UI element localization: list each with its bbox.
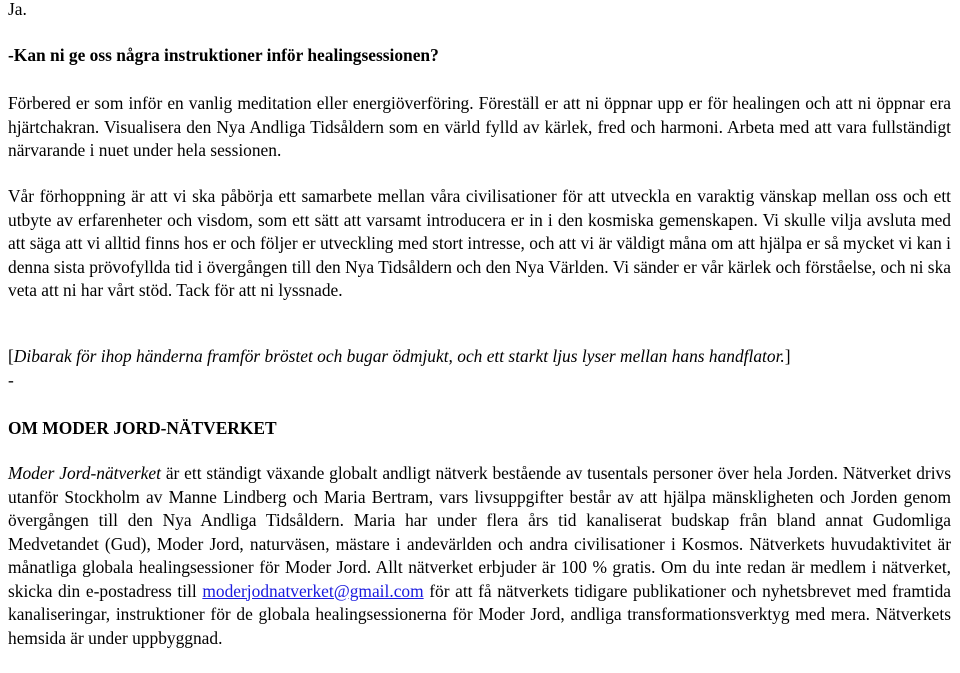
network-text-end: för att få nätverkets tidigare publikationer och nyhetsbrevet med framtida kanaliseringar, instruktioner för de globala healingsessionerna för Moder Jord, andliga transformationsverktyg med mera. Nätverkets hemsida är under uppbyggnad. (8, 580, 952, 648)
network-text-start: är ett ständigt växande globalt andligt nätverk bestående av tusentals personer över hela Jorden. Nätverket drivs utanför Stockholm av Manne Lindberg och Maria Bertram, vars livsuppgifter består av att hjälpa mänskligheten och Jorden genom övergången till den Nya Andliga Tidsåldern. Maria har under flera års tid kanaliserat budskap från bland annat Gudomliga Medvetandet (Gud), Moder Jord, naturväsen, mästare i andevärlden och andra civilisationer i Kosmos. Nätverkets huvudaktivitet är månatliga globala healingsessioner för Moder Jord. Allt nätverket erbjuder är 100 % gratis. Om du inte redan är medlem i nätverket, skicka din e-postadress till (8, 463, 951, 601)
network-paragraph (8, 462, 951, 650)
instructions-paragraph: Förbered er som inför en vanlig meditation eller energiöverföring. Föreställ er att ni öppnar upp er för healingen och att ni öppnar era hjärtchakran. Visualisera den Nya Andliga Tidsåldern som en värld fylld av kärlek, fred och harmoni. Arbeta med att vara fullständigt närvarande i nuet under hela sessionen. (8, 93, 951, 160)
stage-direction-close-bracket: ] (784, 346, 791, 366)
answer-line: Ja. (8, 0, 27, 19)
hope-paragraph: Vår förhoppning är att vi ska påbörja ett samarbete mellan våra civilisationer för att utveckla en varaktig vänskap mellan oss och ett utbyte av erfarenheter och visdom, som ett sätt att varsamt introducera er in i den kosmiska gemenskapen. Vi skulle vilja avsluta med att säga att vi alltid finns hos er och följer er utveckling med stort intresse, och att vi är väldigt måna om att hjälpa er så mycket vi kan i denna sista prövofyllda tid i övergången till den Nya Tidsåldern och den Nya Världen. Vi sänder er vår kärlek och förståelse, och ni ska veta att ni har vårt stöd. Tack för att ni lyssnade. (8, 186, 951, 300)
stage-direction-text: Dibarak för ihop händerna framför bröstet och bugar ödmjukt, och ett starkt ljus lyser mellan hans handflator. (13, 346, 785, 366)
separator-dash: - (8, 370, 14, 390)
network-name: Moder Jord-nätverket (8, 463, 161, 483)
question-line: -Kan ni ge oss några instruktioner inför healingsessionen? (8, 45, 439, 65)
email-link[interactable]: moderjodnatverket@gmail.com (202, 580, 424, 601)
stage-direction-paragraph (8, 345, 951, 369)
stage-direction-open-bracket: [ (8, 346, 14, 366)
section-heading: OM MODER JORD-NÄTVERKET (8, 418, 277, 438)
